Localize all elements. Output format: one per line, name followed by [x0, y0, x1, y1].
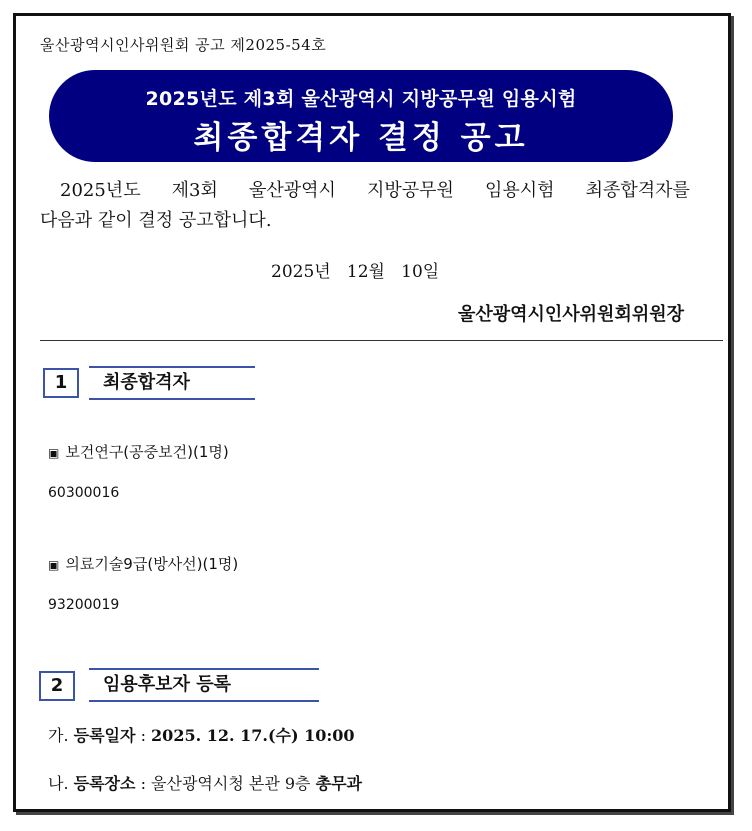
item-prefix: 가.: [48, 726, 69, 745]
announcement-line-2: 다음과 같이 결정 공고합니다.: [40, 210, 272, 231]
square-bullet-icon: ▣: [48, 446, 60, 460]
word: 제3회: [171, 180, 218, 201]
item-prefix: 나.: [48, 774, 69, 793]
section-1-number: 1: [43, 368, 79, 398]
word: 임용시험: [484, 180, 555, 201]
banner-title: 최종합격자 결정 공고: [193, 120, 529, 156]
item-separator: :: [140, 774, 146, 793]
banner-subtitle: 2025년도 제3회 울산광역시 지방공무원 임용시험: [145, 88, 577, 110]
notice-date: 2025년 12월 10일: [271, 262, 440, 282]
item-value: 울산광역시청 본관 9층: [151, 774, 311, 793]
registration-date: [48, 723, 355, 746]
item-value-emphasis: 총무과: [315, 774, 362, 793]
signer: 울산광역시인사위원회위원장: [457, 304, 684, 325]
item-label: 등록장소: [73, 774, 136, 793]
word: 울산광역시: [248, 180, 336, 201]
notice-number: 울산광역시인사위원회 공고 제2025-54호: [40, 36, 327, 54]
category-2-label: 의료기술9급(방사선)(1명): [65, 555, 239, 573]
category-1-pass-number: 60300016: [48, 485, 120, 501]
category-2: [48, 553, 238, 574]
word: 지방공무원: [366, 180, 454, 201]
announcement-text: [40, 176, 690, 236]
word: 2025년도: [60, 180, 141, 201]
section-1-title: 최종합격자: [89, 366, 255, 400]
item-value: 2025. 12. 17.(수) 10:00: [151, 726, 355, 745]
section-2-title: 임용후보자 등록: [89, 668, 319, 702]
announcement-line-1: [40, 176, 690, 206]
category-1-label: 보건연구(공중보건)(1명): [65, 443, 229, 461]
section-2-number: 2: [39, 671, 75, 701]
registration-place: [48, 771, 362, 794]
category-1: [48, 441, 229, 462]
item-separator: :: [140, 726, 146, 745]
square-bullet-icon: ▣: [48, 558, 60, 572]
title-banner: [49, 70, 673, 162]
divider: [40, 340, 723, 341]
word: 최종합격자를: [585, 180, 690, 201]
item-label: 등록일자: [73, 726, 136, 745]
category-2-pass-number: 93200019: [48, 597, 120, 613]
